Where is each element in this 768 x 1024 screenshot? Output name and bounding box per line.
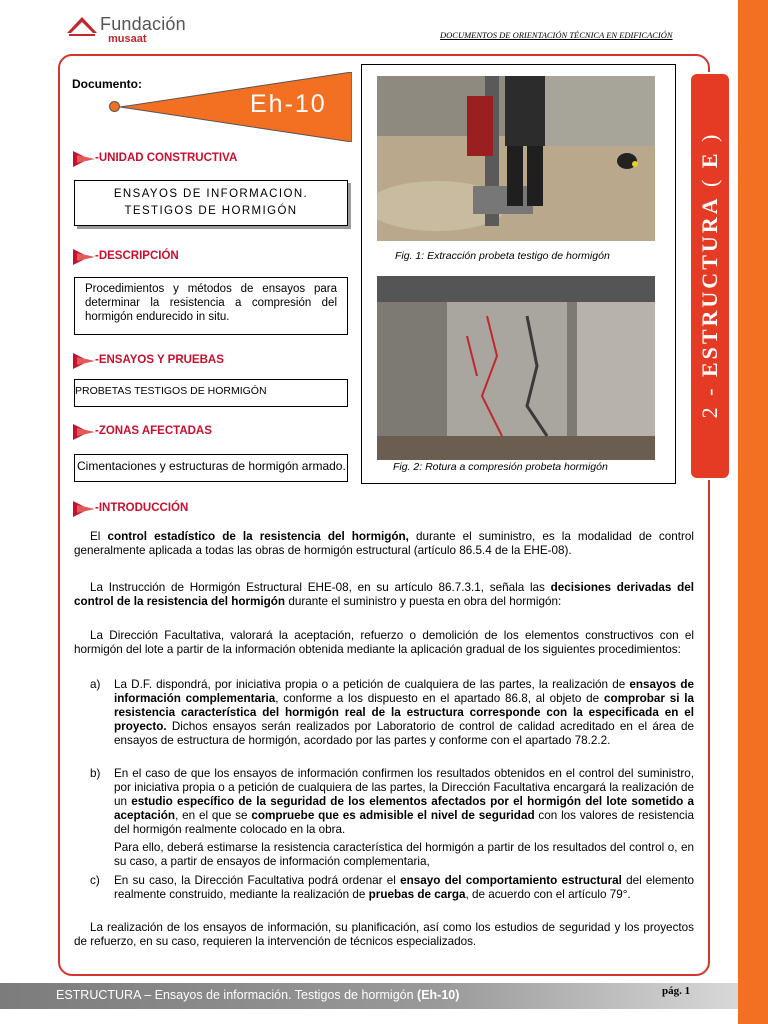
desc-box: Procedimientos y métodos de ensayos para determinar la resistencia a compresión del hormigón endurecido in situ. [74, 277, 348, 335]
section-arrow-icon [73, 249, 95, 265]
tests-box: PROBETAS TESTIGOS DE HORMIGÓN [74, 379, 348, 407]
section-tab-label [697, 132, 723, 419]
org-sub: musaat [108, 33, 147, 45]
paragraph-2: La Instrucción de Hormigón Estructural EHE-08, en su artículo 86.7.3.1, señala las decisiones derivadas del control de la resistencia del hormigón durante el suministro y puesta en obra del hormigón: [74, 581, 694, 608]
section-number: 2 [697, 404, 722, 419]
list-item-b: En el caso de que los ensayos de información confirmen los resultados obtenidos en el control del suministro, por iniciativa propia o a petición de cualquiera de las partes, la Dirección Facultativa encargará la realización de un estudio específico de la seguridad de los elementos afectados por el hormigón del lote sometido a aceptación, en el que se compruebe que es admisible el nivel de seguridad con los valores de resistencia del hormigón realmente colocado en la obra. [114, 767, 695, 836]
list-item-c: En su caso, la Dirección Facultativa podrá ordenar el ensayo del comportamiento estructural del elemento realmente construido, mediante la realización de pruebas de carga, de acuerdo con el artículo 79°. [114, 874, 694, 901]
section-open: ( [697, 176, 722, 187]
unit-line1: ENSAYOS DE INFORMACION. [113, 188, 309, 200]
core-drilling-photo [377, 76, 655, 241]
unit-line2: TESTIGOS DE HORMIGÓN [124, 205, 298, 217]
paragraph-final: La realización de los ensayos de información, su planificación, así como los estudios de seguridad y los proyectos de refuerzo, en su caso, requieren la intervención de técnicos especializados. [74, 921, 694, 948]
section-arrow-icon [73, 353, 95, 369]
list-label-a: a) [90, 678, 101, 691]
logo-roof-icon [67, 15, 97, 37]
paragraph-3: La Dirección Facultativa, valorará la aceptación, refuerzo o demolición de los elementos constructivos con el hormigón del lote a partir de la información obtenida mediante la aplicación gradual de los siguientes procedimientos: [74, 629, 694, 656]
tests-heading: -ENSAYOS Y PRUEBAS [95, 354, 224, 366]
series-title: DOCUMENTOS DE ORIENTACIÓN TÉCNICA EN EDIFICACIÓN [440, 30, 673, 40]
document-code: Eh-10 [250, 90, 327, 118]
zones-heading: -ZONAS AFECTADAS [95, 425, 212, 437]
list-label-c: c) [90, 874, 100, 887]
section-name: ESTRUCTURA [697, 195, 722, 378]
section-arrow-icon [73, 501, 95, 517]
compression-test-photo [377, 276, 655, 460]
unit-box [74, 180, 348, 226]
list-item-b-extra: Para ello, deberá estimarse la resistencia característica del hormigón a partir de los resultados del control o, en su caso, a partir de ensayos de información complementaria, [114, 841, 694, 868]
list-label-b: b) [90, 767, 101, 780]
document-label: Documento: [72, 77, 142, 91]
right-orange-band [738, 0, 768, 1024]
page-number: pág. 1 [662, 985, 691, 997]
fig1-caption: Fig. 1: Extracción probeta testigo de hormigón [395, 250, 610, 262]
footer-text: ESTRUCTURA – Ensayos de información. Testigos de hormigón (Eh-10) [56, 988, 460, 1002]
section-letter: E [697, 150, 722, 169]
section-close: ) [697, 131, 722, 142]
section-arrow-icon [73, 151, 95, 167]
intro-heading: -INTRODUCCIÓN [95, 502, 189, 514]
org-name: Fundación [100, 14, 186, 34]
paragraph-1: El control estadístico de la resistencia del hormigón, durante el suministro, es la modalidad de control generalmente aplicada a todas las obras de hormigón estructural (artículo 86.5.4 de la EHE-08). [74, 530, 695, 557]
desc-heading: -DESCRIPCIÓN [95, 250, 179, 262]
zones-box: Cimentaciones y estructuras de hormigón armado. [74, 454, 348, 482]
section-separator: - [697, 385, 722, 396]
section-arrow-icon [73, 424, 95, 440]
list-item-a: La D.F. dispondrá, por iniciativa propia o a petición de cualquiera de las partes, la realización de ensayos de información complementaria, conforme a los dispuesto en el apartado 86.8, al objeto de comprobar si la resistencia característica del hormigón real de la estructura corresponde con la especificada en el proyecto. Dichos ensayos serán realizados por Laboratorio de control de calidad acreditado en el área de ensayos de estructura de hormigón, acordado por las partes y conforme con el apartado 78.2.2. [114, 678, 694, 747]
fig2-caption: Fig. 2: Rotura a compresión probeta hormigón [393, 461, 608, 473]
document-bullet-icon [109, 101, 120, 112]
unit-heading: -UNIDAD CONSTRUCTIVA [95, 152, 238, 164]
